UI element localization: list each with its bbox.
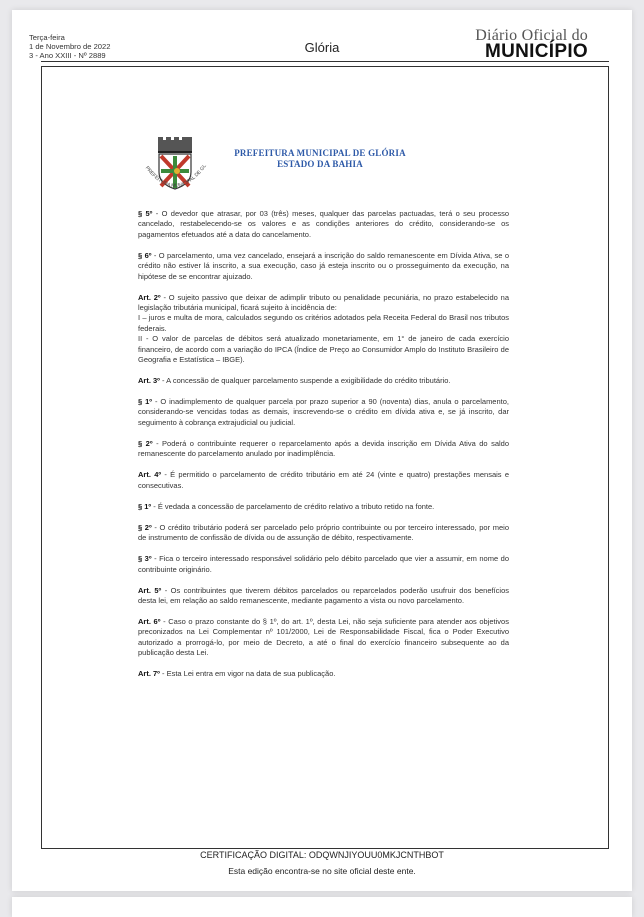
law-text [138,209,509,690]
paragraph: Art. 5º - Os contribuintes que tiverem débitos parcelados ou reparcelados poderão usufruir dos benefícios desta lei, em relação ao saldo remanescente, mediante pagamento a vista ou novo parcelamento. [138,585,509,605]
list-item: I – juros e multa de mora, calculados segundo os critérios adotados pela Receita Federal do Brasil nos tributos federais. [138,313,509,333]
paragraph: § 1º - É vedada a concessão de parcelamento de crédito relativo a tributo retido na fonte. [138,501,435,511]
paragraph: § 2º - O crédito tributário poderá ser parcelado pelo próprio contribuinte ou por terceiro interessado, por meio de instrumento de confissão de dívida ou de assunção de débito, respectivamente. [138,522,509,543]
paragraph: Art. 3º - A concessão de qualquer parcelamento suspende a exigibilidade do crédito tributário. [138,376,451,386]
institution-line1: PREFEITURA MUNICIPAL DE GLÓRIA [234,148,406,158]
next-document-page [12,897,632,917]
brand-bottom-text: MUNICÍPIO [485,41,588,62]
footer-note: Esta edição encontra-se no site oficial deste ente. [228,866,416,876]
paragraph: § 3º - Fica o terceiro interessado responsável solidário pelo débito parcelado que vier a assumir, em nome do contribuinte originário. [138,554,509,574]
paragraph: Art. 4º - É permitido o parcelamento de crédito tributário em até 24 (vinte e quatro) prestações mensais e consecutivas. [138,470,509,490]
header-edition: 3 - Ano XXIII - Nº 2889 [29,51,106,60]
header-weekday: Terça-feira [29,33,65,42]
institution-heading [222,148,418,170]
header-brand-logo [475,28,588,61]
header-city: Glória [304,40,340,55]
digital-certification: CERTIFICAÇÃO DIGITAL: ODQWNJIYOUU0MKJCNTHBOT [200,850,444,860]
paragraph: § 2º - Poderá o contribuinte requerer o reparcelamento após a devida inscrição em Dívida Ativa do saldo remanescente do parcelamento anulado por inadimplência. [138,438,510,459]
coat-of-arms-icon [136,136,214,200]
crest-crown [158,140,192,152]
paragraph: § 6º - O parcelamento, uma vez cancelado, ensejará a inscrição do saldo remanescente em Dívida Ativa, se o crédito não estiver lá inscrito, a sua execução, caso já esteja inscrito ou o prosseguimento da execução, na hipótese de se encontrar ajuizado. [138,250,510,281]
paragraph: § 5º - O devedor que atrasar, por 03 (três) meses, qualquer das parcelas pactuadas, terá o seu processo cancelado, restabelecendo-se os valores e as condições anteriores do crédito, considerando-se os pagamentos efetuados até a data do cancelamento. [138,209,510,239]
paragraph: § 1º - O inadimplemento de qualquer parcela por prazo superior a 90 (noventa) dias, anula o parcelamento, considerando-se vencidas todas as demais, inscrevendo-se o crédito em dívida ativa e, se já inscrito, dar seguimento à cobrança extrajudicial ou judicial. [138,397,509,427]
brand-top-text: Diário Oficial do [475,27,588,44]
paragraph: Art. 2º - O sujeito passivo que deixar de adimplir tributo ou penalidade pecuniária, no prazo estabelecido na legislação tributária municipal, ficará sujeito à incidência de: I – juros e multa de mora, calculados segundo os critérios adotados pela Receita Federal do Brasil nos tributos federais. II - O valor de parcelas de débitos será atualizado monetariamente, em 1° de janeiro de cada exercício financeiro, de acordo com a variação do IPCA (Índice de Preço ao Consumidor Amplo do Instituto Brasileiro de Geografia e Estatística – IBGE). [138,292,509,365]
header-divider [41,61,609,62]
list-item: II - O valor de parcelas de débitos será atualizado monetariamente, em 1° de janeiro de cada exercício financeiro, de acordo com a variação do IPCA (Índice de Preço ao Consumidor Amplo do Instituto Brasileiro de Geografia e Estatística – IBGE). [138,334,509,365]
paragraph: Art. 6º - Caso o prazo constante do § 1º, do art. 1º, desta Lei, não seja suficiente para atender aos objetivos preconizados na Lei Complementar nº 101/2000, Lei de Responsabilidade Fiscal, fica o Poder Executivo autorizado a prorrogá-lo, por meio de Decreto, a até o final do exercício financeiro subsequente ao da publicação desta Lei. [138,616,509,658]
paragraph: Art. 7º - Esta Lei entra em vigor na data de sua publicação. [138,669,336,679]
crest-ribbon-text: PREFEITURA MUNICIPAL DE GL [143,163,208,190]
header-date: 1 de Novembro de 2022 [29,42,111,51]
institution-line2: ESTADO DA BAHIA [277,159,363,169]
